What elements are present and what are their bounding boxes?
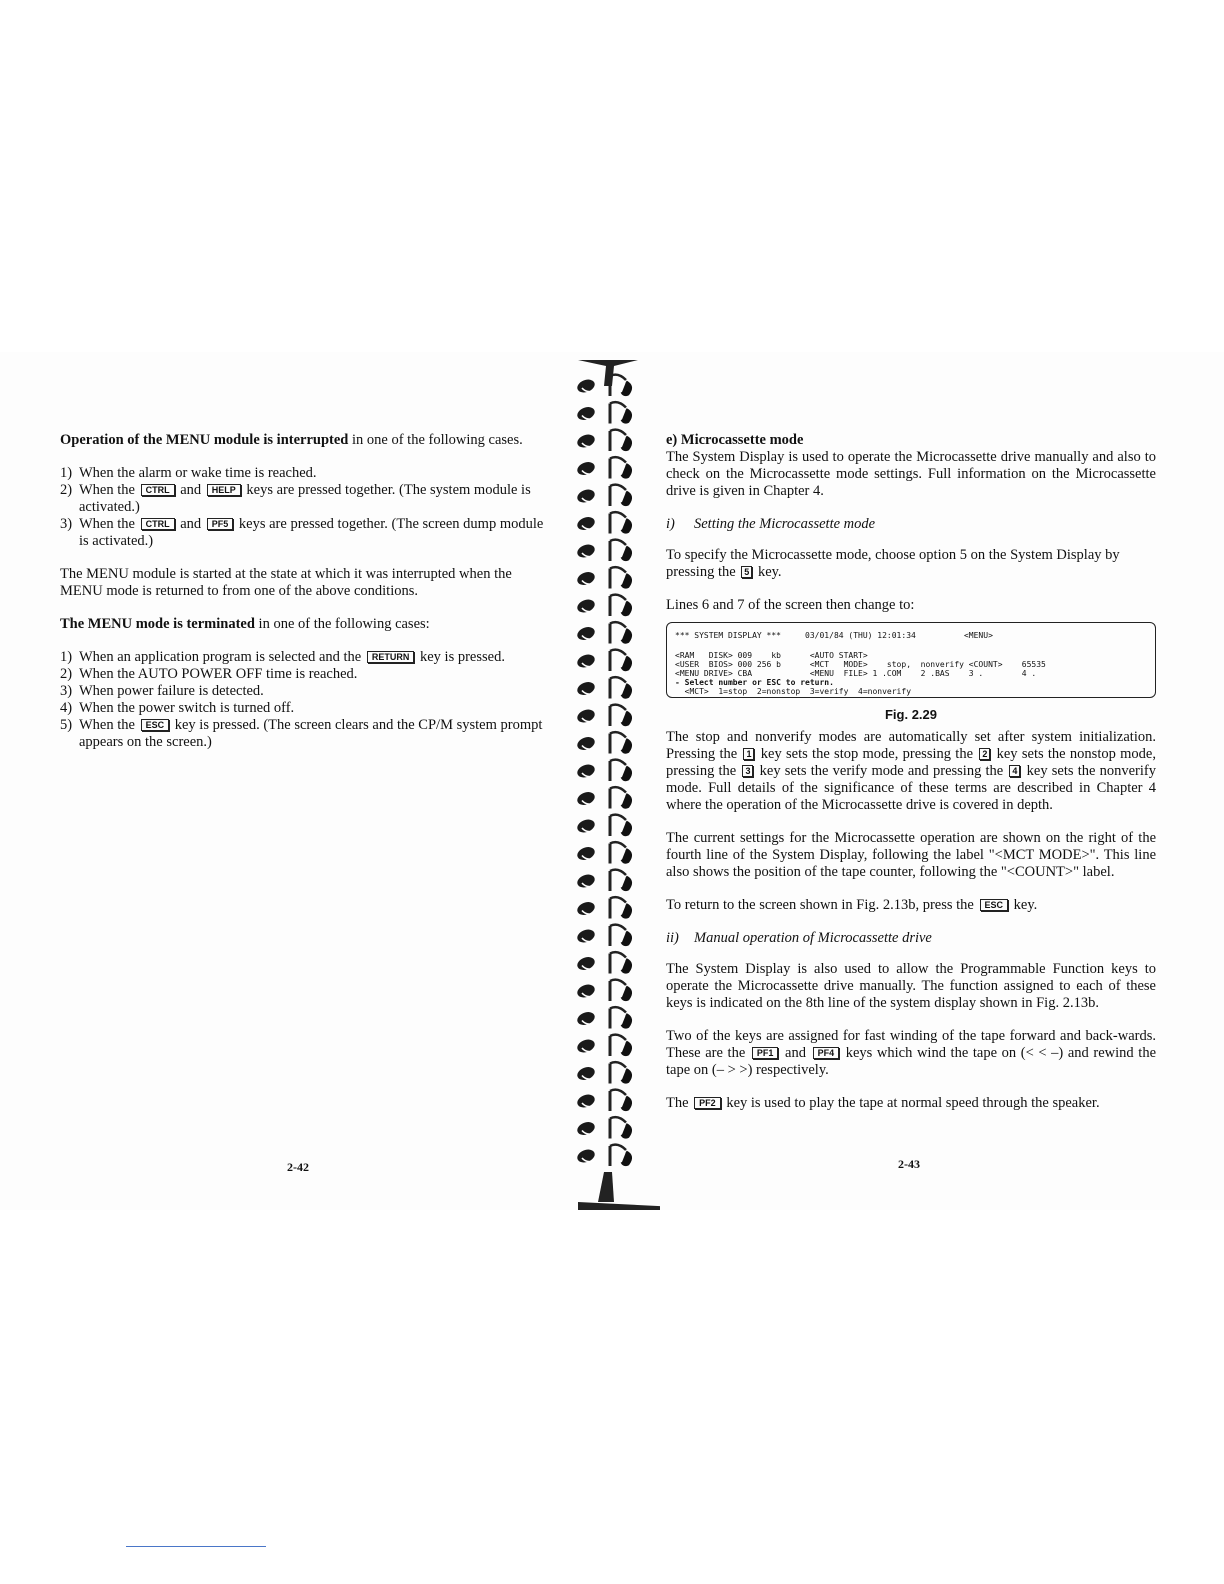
lines-paragraph: Lines 6 and 7 of the screen then change to:	[666, 597, 915, 613]
left-page	[60, 432, 552, 767]
specify-paragraph: To specify the Microcassette mode, choose option 5 on the System Display by pressing the 5 key.	[666, 547, 1120, 580]
restart-paragraph: The MENU module is started at the state at which it was interrupted when the MENU mode is returned to from one of the above conditions.	[60, 566, 512, 599]
subsection-heading-ii: ii) Manual operation of Microcassette drive	[666, 930, 932, 946]
screen-line: *** SYSTEM DISPLAY *** 03/01/84 (THU) 12:01:34 <MENU>	[675, 631, 993, 640]
terminated-intro: The MENU mode is terminated in one of the following cases:	[60, 616, 430, 632]
manual-paragraph: The System Display is also used to allow the Programmable Function keys to operate the Microcassette drive manually. The function assigned to each of these keys is indicated on the 8th line of the system display shown in Fig. 2.13b.	[666, 961, 1156, 1011]
key-2-icon: 2	[979, 748, 990, 760]
figure-caption: Fig. 2.29	[884, 707, 938, 722]
terminate-list	[60, 649, 552, 751]
pf4-key-icon: PF4	[813, 1047, 840, 1059]
esc-key-icon: ESC	[980, 899, 1009, 911]
pf1-key-icon: PF1	[752, 1047, 779, 1059]
right-page	[666, 432, 1156, 1112]
modes-paragraph: The stop and nonverify modes are automatically set after system initialization. Pressing the 1 key sets the stop mode, pressing the 2 key sets the nonstop mode, pressing the 3 key sets the verify mode and pressing the 4 key sets the nonverify mode. Full details of the significance of these terms are described in Chapter 4 where the operation of the Microcassette drive is covered in depth.	[666, 729, 1156, 813]
page-number-right: 2-43	[898, 1157, 920, 1171]
section-intro: The System Display is used to operate the Microcassette drive manually and also to check on the Microcassette mode settings. Full information on the Microcassette drive is given in Chapter 4.	[666, 449, 1156, 499]
pf2-key-icon: PF2	[694, 1097, 721, 1109]
play-paragraph: The PF2 key is used to play the tape at normal speed through the speaker.	[666, 1095, 1100, 1111]
list-item: 4) When the power switch is turned off.	[60, 700, 295, 716]
screen-line: - Select number or ESC to return.	[675, 678, 834, 687]
current-settings-paragraph: The current settings for the Microcassette operation are shown on the right of the fourth line of the System Display, following the label "<MCT MODE>". This line also shows the position of the tape counter, following the "<COUNT>" label.	[666, 830, 1156, 880]
section-title: e) Microcassette mode	[666, 432, 804, 448]
list-item: 3) When power failure is detected.	[60, 683, 264, 699]
key-1-icon: 1	[743, 748, 754, 760]
ctrl-key-icon: CTRL	[141, 518, 175, 530]
ctrl-key-icon: CTRL	[141, 484, 175, 496]
interrupt-list	[60, 465, 552, 550]
subsection-heading-i: i) Setting the Microcassette mode	[666, 516, 876, 532]
list-item: 3) When the CTRL and PF5 keys are pressed together. (The screen dump module is activated.)	[60, 516, 544, 549]
key-4-icon: 4	[1009, 765, 1020, 777]
screen-line: <RAM DISK> 009 kb <AUTO START>	[675, 651, 868, 660]
screen-line: <MCT> 1=stop 2=nonstop 3=verify 4=nonverify	[675, 687, 912, 696]
page-number-left: 2-42	[287, 1160, 309, 1174]
esc-key-icon: ESC	[141, 719, 170, 731]
screen-line: <MENU DRIVE> CBA <MENU FILE> 1 .COM 2 .BAS 3 . 4 .	[675, 669, 1037, 678]
list-item: 1) When the alarm or wake time is reached.	[60, 465, 317, 481]
help-key-icon: HELP	[207, 484, 241, 496]
list-item: 1) When an application program is selected and the RETURN key is pressed.	[60, 649, 505, 665]
list-item: 2) When the CTRL and HELP keys are pressed together. (The system module is activated.)	[60, 482, 531, 515]
list-item: 2) When the AUTO POWER OFF time is reached.	[60, 666, 358, 682]
return-key-icon: RETURN	[367, 651, 415, 663]
system-display-screen	[666, 622, 1156, 698]
pf5-key-icon: PF5	[207, 518, 234, 530]
list-item: 5) When the ESC key is pressed. (The screen clears and the CP/M system prompt appears on the screen.)	[60, 717, 543, 750]
blue-underline	[126, 1546, 266, 1547]
interrupt-intro: Operation of the MENU module is interrupted in one of the following cases.	[60, 432, 523, 448]
return-paragraph: To return to the screen shown in Fig. 2.13b, press the ESC key.	[666, 897, 1038, 913]
key-3-icon: 3	[742, 765, 753, 777]
key-5-icon: 5	[741, 566, 752, 578]
winding-paragraph: Two of the keys are assigned for fast winding of the tape forward and back-wards. These are the PF1 and PF4 keys which wind the tape on (< < –) and rewind the tape on (– > >) respectively.	[666, 1028, 1157, 1078]
spiral-binding-icon	[568, 352, 660, 1212]
screen-line: <USER BIOS> 000 256 b <MCT MODE> stop, nonverify <COUNT> 65535	[675, 660, 1046, 669]
